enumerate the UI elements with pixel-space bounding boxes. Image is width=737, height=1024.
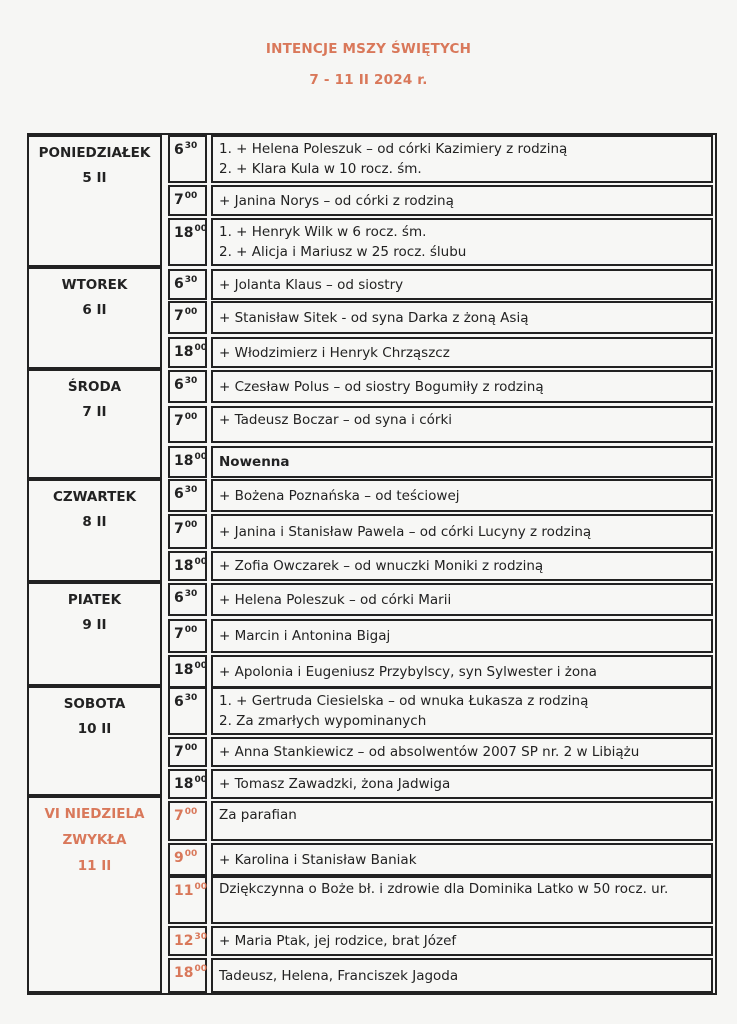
mass-minutes: 00 [194,964,208,974]
mass-hour: 18 [174,225,194,241]
day-name: CZWARTEK [52,489,137,505]
intention-line: 2. Za zmarłych wypominanych [219,713,427,729]
mass-hour: 7 [174,808,184,824]
intention-line: Tadeusz, Helena, Franciszek Jagoda [219,968,459,984]
mass-hour: 6 [174,590,184,606]
mass-minutes: 30 [184,275,198,285]
mass-intention [211,583,713,616]
mass-intention [211,135,713,183]
mass-intention [211,218,713,266]
mass-hour: 12 [174,933,194,949]
mass-intention [211,655,713,688]
mass-minutes: 30 [184,376,198,386]
mass-intention [211,619,713,653]
intention-line: Za parafian [219,807,297,823]
mass-hour: 7 [174,308,184,324]
mass-intention [211,370,713,403]
mass-minutes: 00 [184,743,198,753]
mass-minutes: 30 [184,693,198,703]
intention-line: Nowenna [219,454,290,470]
day-date: 9 II [82,617,107,633]
mass-minutes: 00 [194,661,208,671]
mass-minutes: 00 [194,224,208,234]
mass-time [168,801,207,841]
intention-line: + Karolina i Stanisław Baniak [219,852,417,868]
mass-time [168,619,207,653]
mass-minutes: 00 [184,307,198,317]
mass-intention [211,843,713,876]
day-thursday [27,479,162,582]
mass-hour: 7 [174,744,184,760]
mass-hour: 18 [174,965,194,981]
mass-time [168,551,207,581]
mass-hour: 7 [174,413,184,429]
day-friday [27,582,162,686]
intention-line: 1. + Helena Poleszuk – od córki Kazimiery z rodziną [219,141,568,157]
mass-intention [211,269,713,300]
day-date: 11 II [77,858,112,874]
mass-minutes: 00 [194,452,208,462]
intention-line: + Apolonia i Eugeniusz Przybylscy, syn Sylwester i żona [219,664,597,680]
mass-minutes: 30 [184,485,198,495]
day-date: 6 II [82,302,107,318]
mass-time [168,843,207,876]
intention-line: + Marcin i Antonina Bigaj [219,628,391,644]
day-sunday [27,796,162,993]
intention-line: + Helena Poleszuk – od córki Marii [219,592,452,608]
day-name: PONIEDZIAŁEK [38,145,151,161]
intention-line: + Stanisław Sitek - od syna Darka z żoną Asią [219,310,529,326]
mass-intention [211,876,713,924]
day-date: 7 II [82,404,107,420]
intention-line: + Jolanta Klaus – od siostry [219,277,404,293]
mass-intention [211,185,713,216]
intention-line: 2. + Alicja i Mariusz w 25 rocz. ślubu [219,244,467,260]
mass-hour: 9 [174,850,184,866]
mass-time [168,687,207,735]
intention-line: + Janina i Stanisław Pawela – od córki Lucyny z rodziną [219,524,592,540]
intention-line: 1. + Henryk Wilk w 6 rocz. śm. [219,224,427,240]
mass-time [168,135,207,183]
mass-intention [211,958,713,993]
day-name-2: ZWYKŁA [62,832,127,848]
mass-minutes: 00 [184,520,198,530]
day-monday [27,135,162,267]
mass-intention [211,737,713,767]
day-tuesday [27,267,162,369]
mass-time [168,737,207,767]
mass-intention [211,337,713,368]
mass-time [168,655,207,688]
day-date: 8 II [82,514,107,530]
mass-intention [211,406,713,443]
mass-hour: 18 [174,776,194,792]
mass-intention [211,514,713,549]
intention-line: + Tomasz Zawadzki, żona Jadwiga [219,776,451,792]
mass-hour: 7 [174,521,184,537]
mass-minutes: 00 [194,882,208,892]
mass-minutes: 00 [184,191,198,201]
intention-line: + Janina Norys – od córki z rodziną [219,193,454,209]
mass-minutes: 00 [194,343,208,353]
mass-time [168,406,207,443]
mass-hour: 6 [174,377,184,393]
day-name: VI NIEDZIELA [44,806,145,822]
intention-line: + Czesław Polus – od siostry Bogumiły z rodziną [219,379,544,395]
mass-intention [211,801,713,841]
intention-line: + Włodzimierz i Henryk Chrząszcz [219,345,450,361]
day-name: SOBOTA [63,696,126,712]
mass-minutes: 00 [184,807,198,817]
mass-time [168,301,207,334]
mass-hour: 6 [174,276,184,292]
mass-time [168,269,207,300]
mass-minutes: 00 [194,557,208,567]
mass-intention [211,551,713,581]
mass-hour: 7 [174,192,184,208]
intention-line: + Maria Ptak, jej rodzice, brat Józef [219,933,457,949]
mass-time [168,218,207,266]
mass-time [168,370,207,403]
mass-minutes: 00 [184,625,198,635]
intention-line: + Zofia Owczarek – od wnuczki Moniki z rodziną [219,558,544,574]
mass-intention [211,687,713,735]
day-name: ŚRODA [67,379,122,395]
mass-time [168,514,207,549]
intention-line: + Anna Stankiewicz – od absolwentów 2007 SP nr. 2 w Libiążu [219,744,640,760]
mass-time [168,958,207,993]
mass-hour: 18 [174,558,194,574]
mass-time [168,446,207,478]
mass-time [168,876,207,924]
mass-intention [211,446,713,478]
mass-time [168,185,207,216]
intention-line: + Bożena Poznańska – od teściowej [219,488,460,504]
day-name: WTOREK [61,277,128,293]
mass-hour: 6 [174,694,184,710]
mass-hour: 7 [174,626,184,642]
intention-line: 1. + Gertruda Ciesielska – od wnuka Łukasza z rodziną [219,693,589,709]
day-date: 5 II [82,170,107,186]
mass-intention [211,301,713,334]
mass-hour: 6 [174,486,184,502]
intention-line: + Tadeusz Boczar – od syna i córki [219,412,453,428]
mass-intention [211,479,713,512]
day-date: 10 II [77,721,112,737]
intention-line: Dziękczynna o Boże bł. i zdrowie dla Dominika Latko w 50 rocz. ur. [219,881,669,897]
mass-minutes: 00 [184,412,198,422]
intention-line: 2. + Klara Kula w 10 rocz. śm. [219,161,422,177]
page-title: INTENCJE MSZY ŚWIĘTYCH [265,41,472,57]
mass-minutes: 30 [184,589,198,599]
mass-time [168,926,207,956]
mass-intention [211,769,713,799]
mass-time [168,583,207,616]
mass-time [168,769,207,799]
mass-time [168,479,207,512]
mass-hour: 6 [174,142,184,158]
mass-time [168,337,207,368]
mass-minutes: 00 [194,775,208,785]
mass-intention [211,926,713,956]
day-wednesday [27,369,162,479]
mass-hour: 18 [174,453,194,469]
mass-minutes: 00 [184,849,198,859]
date-range: 7 - 11 II 2024 r. [309,72,428,88]
day-name: PIATEK [67,592,122,608]
mass-minutes: 30 [184,141,198,151]
mass-hour: 18 [174,344,194,360]
day-saturday [27,686,162,796]
mass-hour: 18 [174,662,194,678]
mass-hour: 11 [174,883,194,899]
mass-minutes: 30 [194,932,208,942]
